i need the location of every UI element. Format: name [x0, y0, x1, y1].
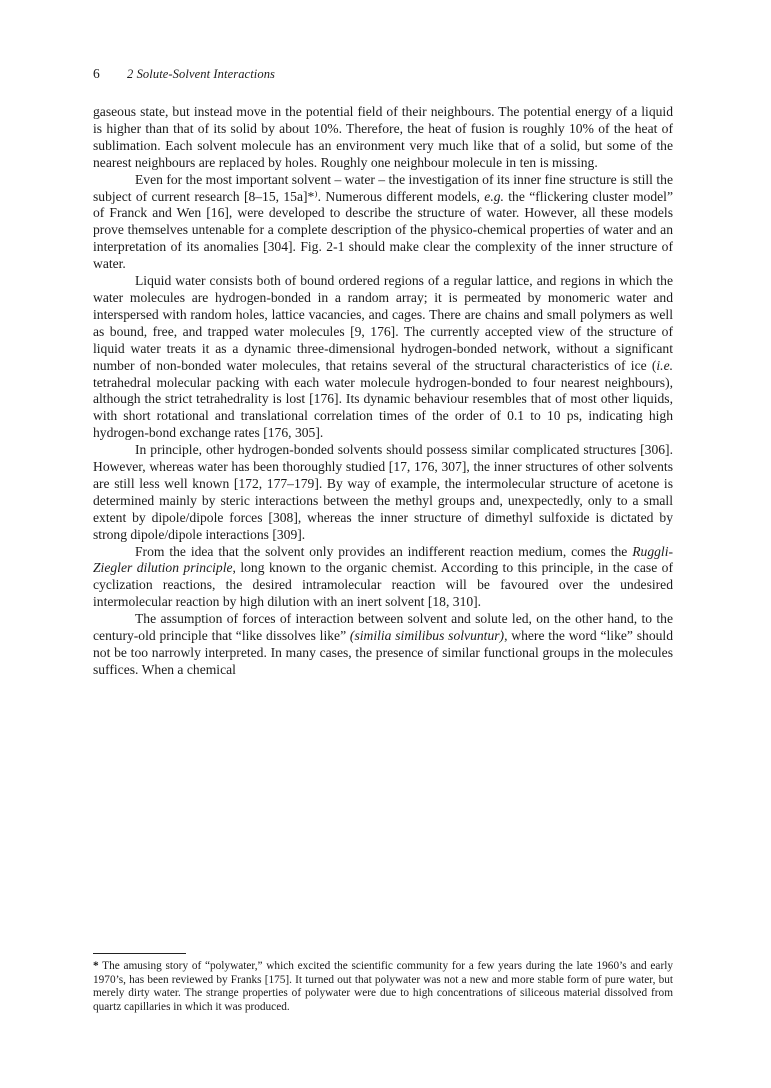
text-run: tetrahedral molecular packing with each water molecule hydrogen-bonded to four nearest neighbours), although the strict tetrahedrality is lost [176]. Its dynamic behaviour resembles that of most other liquids, with short rotational and translational correlation times of the order of 0.1 to 10 ps, indicating high hydrogen-bond exchange rates [176, 305].: [93, 374, 673, 441]
text-run: the “flickering cluster model” of Franck and Wen [16], were developed to describe the structure of water. However, all these models prove themselves untenable for a complete description of the physico-chemical properties of water and an interpretation of its anomalies [304]. Fig. 2-1 should make clear the complexity of the inner structure of water.: [93, 188, 673, 272]
footnote-paragraph: [93, 960, 673, 1014]
text-run: , where the word “like” should not be too narrowly interpreted. In many cases, the presence of similar functional groups in the molecules suffices. When a chemical: [93, 628, 673, 677]
italic-text: (similia similibus solvuntur): [349, 628, 505, 644]
page-number: 6: [93, 66, 100, 81]
running-head-title: 2 Solute-Solvent Interactions: [127, 67, 276, 81]
italic-text: Ruggli-Ziegler dilution principle: [93, 543, 673, 576]
italic-text: e.g.: [484, 188, 504, 204]
text-run: In principle, other hydrogen-bonded solvents should possess similar complicated structures [306]. However, whereas water has been thoroughly studied [17, 176, 307], the inner structures of other solvents are still less well known [172, 177–179]. By way of example, the intermolecular structure of acetone is determined mainly by steric interactions between the methyl groups and, unexpectedly, only to a small extent by dipole/dipole forces [308], whereas the inner structure of dimethyl sulfoxide is dictated by strong dipole/dipole interactions [309].: [93, 442, 673, 542]
body-paragraph: [93, 544, 673, 612]
body-text: [93, 104, 673, 679]
body-paragraph: [93, 273, 673, 442]
text-run: The assumption of forces of interaction between solvent and solute led, on the other hand, to the century-old principle that “like dissolves like”: [93, 611, 673, 644]
text-run: From the idea that the solvent only provides an indifferent reaction medium, comes the: [135, 543, 633, 559]
italic-text: i.e.: [656, 357, 673, 373]
text-run: Even for the most important solvent – water – the investigation of its inner fine structure is still the subject of current research [8–15, 15a]*⁾. Numerous different models,: [93, 171, 673, 204]
text-run: Liquid water consists both of bound ordered regions of a regular lattice, and regions in which the water molecules are hydrogen-bonded in a random array; it is permeated by monomeric water and interspersed with random holes, lattice vacancies, and cages. There are chains and small polymers as well as bound, free, and trapped water molecules [9, 176]. The currently accepted view of the structure of liquid water treats it as a dynamic three-dimensional hydrogen-bonded network, without a significant number of non-bonded water molecules, that retains several of the structural characteristics of ice (: [93, 273, 673, 373]
footnote: [93, 960, 673, 1014]
running-head: [93, 66, 275, 82]
body-paragraph: [93, 611, 673, 679]
footnote-text: The amusing story of “polywater,” which excited the scientific community for a few years during the late 1960’s and early 1970’s, has been reviewed by Franks [175]. It turned out that polywater was not a new and more stable form of pure water, but merely dirty water. The strange properties of polywater were due to high concentrations of siliceous material dissolved from quartz capillaries in which it was produced.: [93, 960, 673, 1013]
body-paragraph: [93, 442, 673, 543]
footnote-separator: [93, 953, 186, 954]
body-paragraph: [93, 104, 673, 172]
footnote-mark: *: [93, 960, 99, 972]
text-run: , long known to the organic chemist. According to this principle, in the case of cyclization reactions, the desired intramolecular reaction will be favoured over the undesired intermolecular reaction by high dilution with an inert solvent [18, 310].: [93, 560, 673, 610]
text-run: gaseous state, but instead move in the potential field of their neighbours. The potential energy of a liquid is higher than that of its solid by about 10%. Therefore, the heat of fusion is roughly 10% of the heat of sublimation. Each solvent molecule has an environment very much like that of a solid, but some of the nearest neighbours are replaced by holes. Roughly one neighbour molecule in ten is missing.: [93, 104, 673, 170]
body-paragraph: [93, 172, 673, 273]
